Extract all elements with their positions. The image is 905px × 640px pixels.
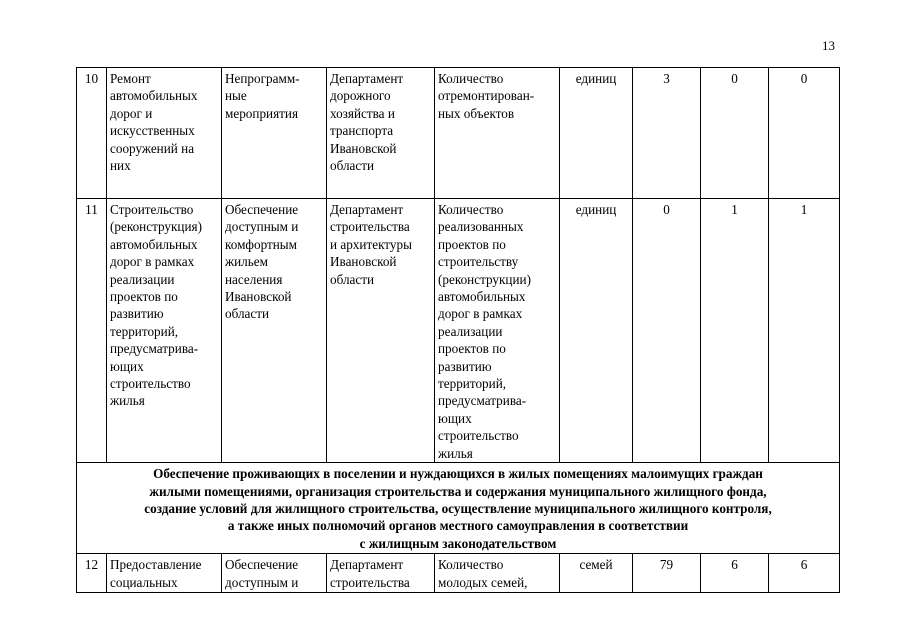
- executor-cell: [327, 68, 435, 199]
- measure-name-line: автомобильных: [110, 236, 198, 252]
- indicator-line: молодых семей,: [438, 574, 528, 590]
- measure-name-line: них: [110, 158, 131, 174]
- value-year-1: 3: [633, 68, 701, 199]
- value-year-1: 79: [633, 554, 701, 593]
- program-line: области: [225, 306, 270, 322]
- indicator-line: территорий,: [438, 376, 507, 392]
- section-heading-line: Обеспечение проживающих в поселении и нуждающихся в жилых помещениях малоимущих граждан: [153, 466, 763, 482]
- indicator-line: автомобильных: [438, 289, 526, 305]
- measure-name-line: автомобильных: [110, 88, 198, 104]
- indicator-line: Количество: [438, 71, 504, 86]
- executor-line: строительства: [330, 574, 410, 590]
- section-heading-line: создание условий для жилищного строительства, осуществление муниципального жилищного контроля,: [144, 500, 772, 516]
- measure-name-line: развитию: [110, 306, 164, 322]
- indicator-line: ющих: [438, 410, 472, 426]
- unit-cell: единиц: [560, 199, 633, 463]
- table-row: [77, 68, 840, 199]
- program-line: Обеспечение: [225, 557, 299, 573]
- measure-name-cell: [107, 199, 222, 463]
- measure-name-cell: [107, 68, 222, 199]
- measure-name-line: дорог в рамках: [110, 254, 195, 270]
- indicator-line: развитию: [438, 358, 492, 374]
- row-number: 11: [77, 199, 107, 463]
- value-year-2: 0: [701, 68, 769, 199]
- executor-line: области: [330, 271, 375, 287]
- measure-name-line: Строительство: [110, 202, 194, 217]
- value-year-1: 0: [633, 199, 701, 463]
- indicator-line: реализации: [438, 323, 503, 339]
- indicator-line: строительство: [438, 428, 519, 444]
- indicator-line: жилья: [438, 445, 473, 461]
- measure-name-cell: [107, 554, 222, 593]
- executor-line: Департамент: [330, 71, 404, 86]
- program-cell: [222, 199, 327, 463]
- value-year-3: 6: [769, 554, 840, 593]
- measure-name-line: проектов по: [110, 289, 178, 305]
- section-heading-line: с жилищным законодательством: [359, 535, 557, 551]
- program-line: жильем: [225, 254, 268, 270]
- measure-name-line: Ремонт: [110, 71, 151, 86]
- measure-name-line: Предоставление: [110, 557, 202, 573]
- row-number: 12: [77, 554, 107, 593]
- section-heading-row: [77, 463, 840, 554]
- executor-line: Департамент: [330, 557, 404, 573]
- indicator-line: реализованных: [438, 219, 524, 235]
- measure-name-line: (реконструкция): [110, 219, 202, 235]
- table-row: [77, 554, 840, 593]
- measure-name-line: строительство: [110, 376, 191, 392]
- indicator-line: предусматрива-: [438, 393, 527, 409]
- measure-name-line: реализации: [110, 271, 175, 287]
- section-heading-line: а также иных полномочий органов местного самоуправления в соответствии: [227, 518, 689, 534]
- program-line: Обеспечение: [225, 202, 299, 217]
- measure-name-line: жилья: [110, 393, 145, 409]
- page-number: 13: [822, 38, 835, 53]
- row-number: 10: [77, 68, 107, 199]
- indicator-line: проектов по: [438, 341, 506, 357]
- program-indicators-table: [76, 67, 840, 593]
- executor-line: хозяйства и: [330, 105, 395, 121]
- program-line: ные: [225, 88, 247, 104]
- indicator-line: отремонтирован-: [438, 88, 535, 104]
- measure-name-line: искусственных: [110, 123, 195, 139]
- program-cell: [222, 68, 327, 199]
- unit-cell: семей: [560, 554, 633, 593]
- value-year-3: 1: [769, 199, 840, 463]
- indicator-line: проектов по: [438, 236, 506, 252]
- measure-name-line: территорий,: [110, 323, 179, 339]
- section-heading-line: жилыми помещениями, организация строительства и содержания муниципального жилищного фонда,: [149, 483, 767, 499]
- executor-line: дорожного: [330, 88, 391, 104]
- indicator-cell: [435, 554, 560, 593]
- program-line: доступным и: [225, 574, 299, 590]
- program-indicators-table-wrapper: [76, 67, 840, 593]
- measure-name-line: социальных: [110, 574, 178, 590]
- measure-name-line: ющих: [110, 358, 144, 374]
- executor-line: Департамент: [330, 202, 404, 217]
- program-line: населения: [225, 271, 283, 287]
- executor-line: Ивановской: [330, 254, 397, 270]
- executor-line: области: [330, 158, 375, 174]
- program-line: Непрограмм-: [225, 71, 300, 86]
- table-row: [77, 199, 840, 463]
- executor-line: транспорта: [330, 123, 394, 139]
- program-line: Ивановской: [225, 289, 292, 305]
- executor-line: строительства: [330, 219, 410, 235]
- value-year-3: 0: [769, 68, 840, 199]
- indicator-cell: [435, 68, 560, 199]
- unit-cell: единиц: [560, 68, 633, 199]
- measure-name-line: сооружений на: [110, 140, 195, 156]
- value-year-2: 6: [701, 554, 769, 593]
- program-line: доступным и: [225, 219, 299, 235]
- indicator-line: Количество: [438, 202, 504, 217]
- executor-line: и архитектуры: [330, 236, 412, 252]
- indicator-line: Количество: [438, 557, 504, 573]
- value-year-2: 1: [701, 199, 769, 463]
- measure-name-line: дорог и: [110, 105, 153, 121]
- executor-cell: [327, 554, 435, 593]
- indicator-line: ных объектов: [438, 105, 515, 121]
- indicator-line: строительству: [438, 254, 519, 270]
- executor-line: Ивановской: [330, 140, 397, 156]
- indicator-line: дорог в рамках: [438, 306, 523, 322]
- program-line: мероприятия: [225, 105, 299, 121]
- program-cell: [222, 554, 327, 593]
- indicator-line: (реконструкции): [438, 271, 531, 287]
- section-heading: [77, 463, 840, 554]
- indicator-cell: [435, 199, 560, 463]
- measure-name-line: предусматрива-: [110, 341, 199, 357]
- executor-cell: [327, 199, 435, 463]
- program-line: комфортным: [225, 236, 298, 252]
